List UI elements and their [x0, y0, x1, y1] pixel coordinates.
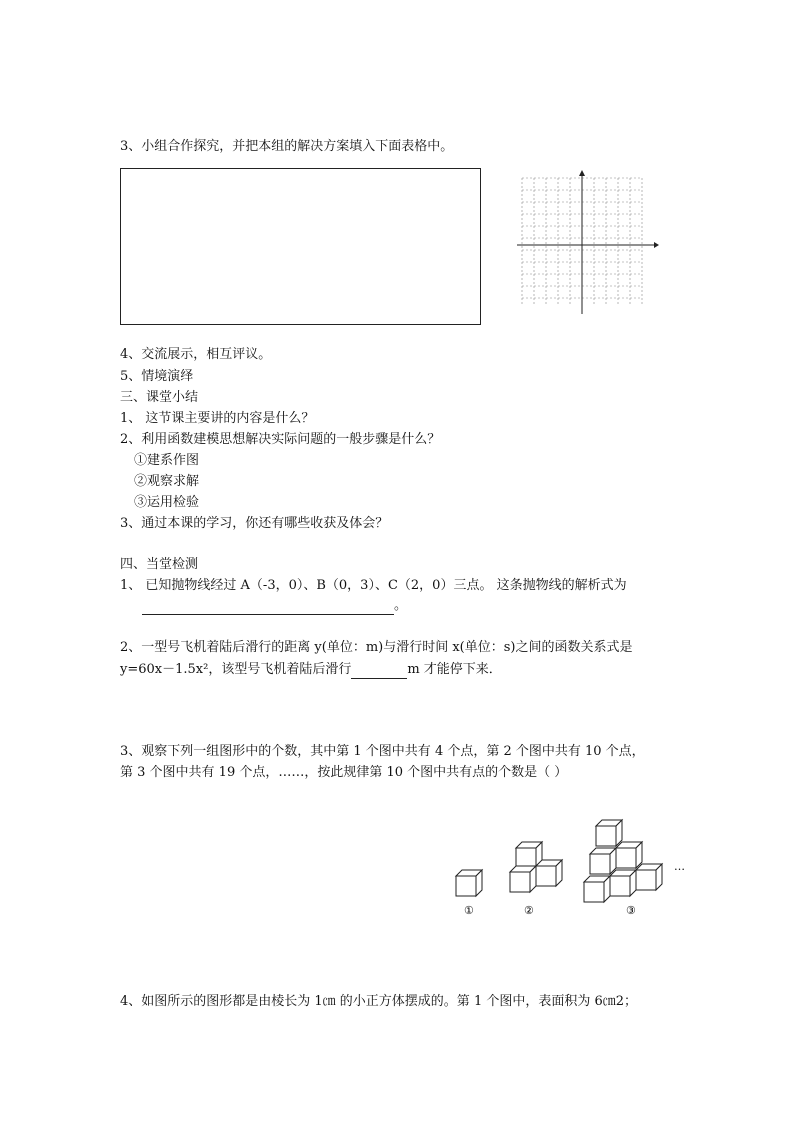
test-problem-1-answer: 。: [142, 597, 407, 615]
summary-heading: 三、课堂小结: [120, 390, 199, 405]
step-5-situation: 5、情境演绎: [120, 369, 194, 384]
summary-step-3: ③运用检验: [134, 495, 200, 510]
figure-3-cubes: [584, 820, 662, 902]
test-problem-1: 1、 已知抛物线经过 A（-3，0）、B（0，3）、C（2，0）三点。 这条抛物线的解析式为: [120, 578, 627, 593]
figure-label-1: ①: [464, 904, 474, 917]
question-3-cooperative: 3、小组合作探究，并把本组的解决方案填入下面表格中。: [120, 139, 454, 154]
test-heading: 四、当堂检测: [120, 557, 199, 572]
test-problem-2-line-2: y=60x－1.5x²，该型号飞机着陆后滑行 m 才能停下来．: [120, 662, 502, 677]
answer-blank-1[interactable]: [142, 600, 394, 615]
coordinate-grid: [512, 168, 662, 318]
test-problem-2-line-1: 2、一型号飞机着陆后滑行的距离 y(单位：m)与滑行时间 x(单位：s)之间的函数关系式是: [120, 640, 633, 655]
figure-label-3: ③: [626, 904, 636, 917]
test-problem-3-line-2: 第 3 个图中共有 19 个点，……，按此规律第 10 个图中共有点的个数是（ ）: [120, 765, 568, 780]
answer-blank-2[interactable]: [351, 664, 407, 679]
test-problem-3-line-1: 3、观察下列一组图形中的个数，其中第 1 个图中共有 4 个点，第 2 个图中共有 10 个点，: [120, 744, 645, 759]
summary-question-2: 2、利用函数建模思想解决实际问题的一般步骤是什么？: [120, 432, 441, 447]
summary-question-1: 1、 这节课主要讲的内容是什么？: [120, 411, 315, 426]
test-problem-4: 4、如图所示的图形都是由棱长为 1㎝ 的小正方体摆成的。第 1 个图中，表面积为 6㎝2；: [120, 994, 638, 1009]
figure-1-cubes: [456, 870, 482, 896]
figure-2-cubes: [510, 842, 562, 892]
figure-label-2: ②: [524, 904, 534, 917]
summary-step-1: ①建系作图: [134, 453, 200, 468]
cube-pattern-figure: [440, 818, 700, 928]
x-axis-arrow-icon: [654, 242, 659, 248]
summary-step-2: ②观察求解: [134, 474, 200, 489]
solution-answer-box[interactable]: [120, 168, 481, 325]
summary-question-3: 3、通过本课的学习，你还有哪些收获及体会？: [120, 516, 389, 531]
y-axis-arrow-icon: [579, 170, 585, 176]
figure-ellipsis: …: [674, 860, 685, 873]
step-4-exchange: 4、交流展示，相互评议。: [120, 347, 272, 362]
